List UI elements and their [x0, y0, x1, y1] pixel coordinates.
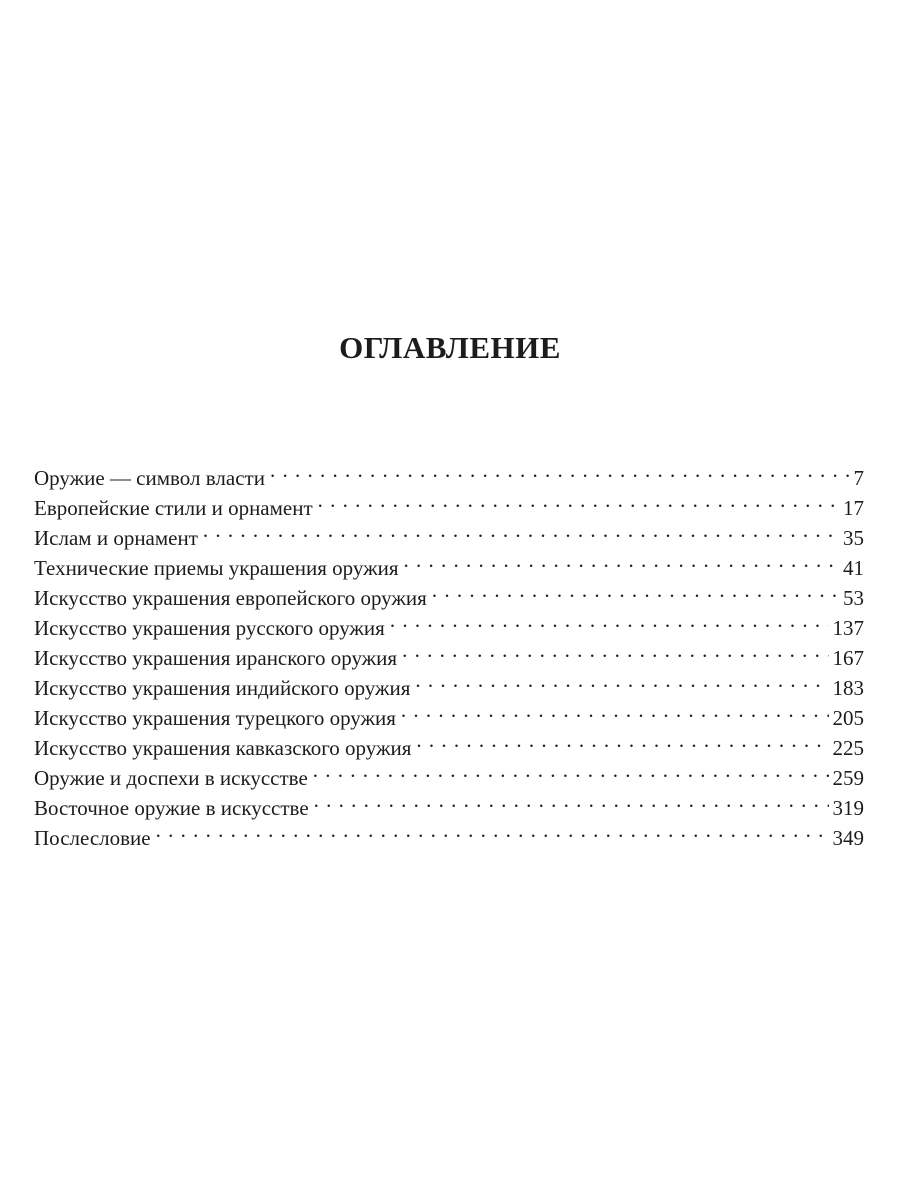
- dot-leader: [318, 485, 839, 515]
- dot-leader: [314, 785, 829, 815]
- dot-leader: [404, 545, 840, 575]
- toc-entry: [34, 455, 864, 490]
- toc-entry-page: 349: [832, 826, 864, 850]
- toc-entry-title: Искусство украшения кавказского оружия: [34, 736, 412, 760]
- dot-leader: [402, 635, 828, 665]
- dot-leader: [401, 695, 829, 725]
- dot-leader: [156, 815, 829, 845]
- toc-entry-title: Искусство украшения турецкого оружия: [34, 706, 396, 730]
- toc-entry-title: Искусство украшения русского оружия: [34, 616, 385, 640]
- toc-entry-page: 259: [832, 766, 864, 790]
- toc-entry-title: Европейские стили и орнамент: [34, 496, 313, 520]
- page-title: ОГЛАВЛЕНИЕ: [339, 330, 561, 365]
- toc-entry-page: 225: [832, 736, 864, 760]
- toc-entry-title: Ислам и орнамент: [34, 526, 198, 550]
- toc-entry-title: Оружие — символ власти: [34, 466, 265, 490]
- toc-entry-title: Послесловие: [34, 826, 151, 850]
- toc-entry-title: Искусство украшения европейского оружия: [34, 586, 427, 610]
- table-of-contents: [34, 455, 864, 850]
- dot-leader: [390, 605, 829, 635]
- toc-entry-title: Искусство украшения индийского оружия: [34, 676, 411, 700]
- toc-entry-page: 53: [843, 586, 864, 610]
- toc-entry-page: 7: [853, 466, 864, 490]
- toc-entry: [34, 815, 864, 850]
- dot-leader: [313, 755, 829, 785]
- toc-entry-page: 319: [832, 796, 864, 820]
- dot-leader: [270, 455, 850, 485]
- toc-entry-page: 35: [843, 526, 864, 550]
- toc-entry-page: 183: [832, 676, 864, 700]
- dot-leader: [432, 575, 839, 605]
- toc-entry-page: 137: [832, 616, 864, 640]
- toc-entry-title: Оружие и доспехи в искусстве: [34, 766, 308, 790]
- toc-entry-title: Технические приемы украшения оружия: [34, 556, 399, 580]
- toc-entry-page: 205: [832, 706, 864, 730]
- dot-leader: [203, 515, 839, 545]
- toc-entry-title: Искусство украшения иранского оружия: [34, 646, 398, 670]
- dot-leader: [415, 665, 828, 695]
- dot-leader: [416, 725, 828, 755]
- toc-entry-page: 17: [843, 496, 864, 520]
- toc-entry-page: 41: [843, 556, 864, 580]
- toc-entry-title: Восточное оружие в искусстве: [34, 796, 309, 820]
- toc-entry-page: 167: [832, 646, 864, 670]
